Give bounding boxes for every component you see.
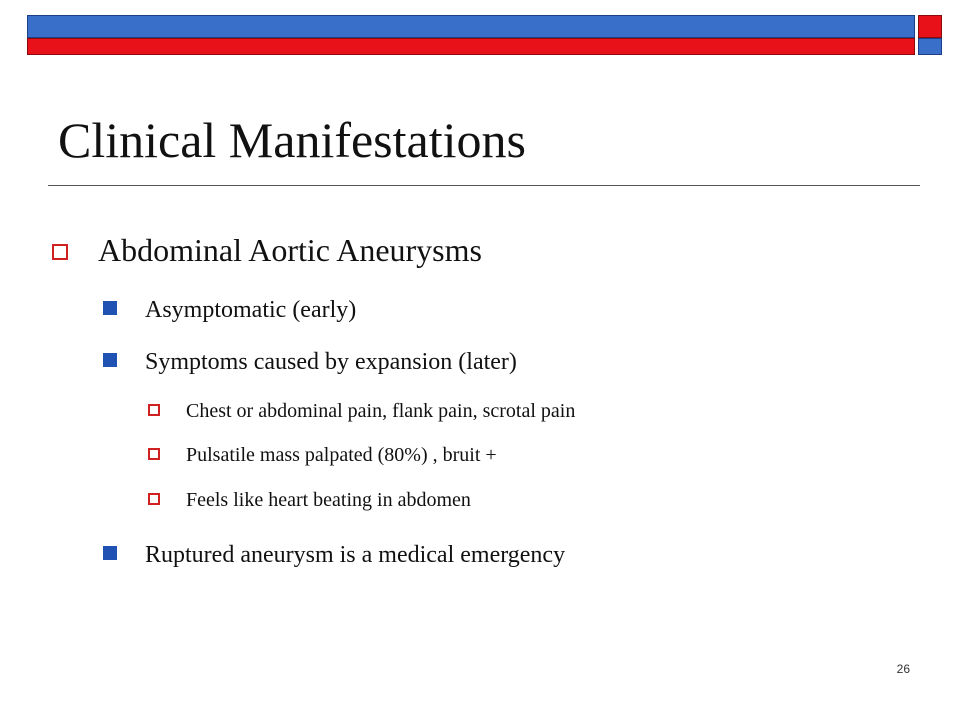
header-corner-square-blue	[918, 38, 942, 55]
title-underline	[48, 185, 920, 186]
solid-square-icon	[103, 353, 117, 367]
bullet-symptoms-expansion	[103, 344, 517, 380]
bullet-asymptomatic	[103, 292, 356, 328]
header-bar-red	[27, 38, 915, 55]
hollow-square-icon	[148, 493, 160, 505]
bullet-text: Abdominal Aortic Aneurysms	[98, 232, 482, 268]
bullet-text: Ruptured aneurysm is a medical emergency	[145, 542, 566, 568]
bullet-chest-abdominal-pain	[148, 396, 575, 426]
bullet-text: Pulsatile mass palpated (80%) , bruit +	[186, 444, 497, 466]
bullet-text: Chest or abdominal pain, flank pain, scrotal pain	[186, 400, 576, 422]
bullet-ruptured-aneurysm	[103, 537, 565, 573]
bullet-abdominal-aortic-aneurysms	[52, 226, 482, 274]
bullet-text: Asymptomatic (early)	[145, 297, 357, 323]
hollow-square-icon	[148, 404, 160, 416]
page-number: 26	[896, 662, 910, 676]
hollow-square-icon	[52, 244, 68, 260]
slide-title: Clinical Manifestations	[58, 112, 526, 168]
bullet-heart-beating	[148, 485, 471, 515]
hollow-square-icon	[148, 448, 160, 460]
bullet-text: Symptoms caused by expansion (later)	[145, 349, 517, 375]
header-corner-square-red	[918, 15, 942, 38]
solid-square-icon	[103, 301, 117, 315]
header-bar-blue	[27, 15, 915, 38]
bullet-text: Feels like heart beating in abdomen	[186, 489, 471, 511]
solid-square-icon	[103, 546, 117, 560]
bullet-pulsatile-mass	[148, 440, 497, 470]
